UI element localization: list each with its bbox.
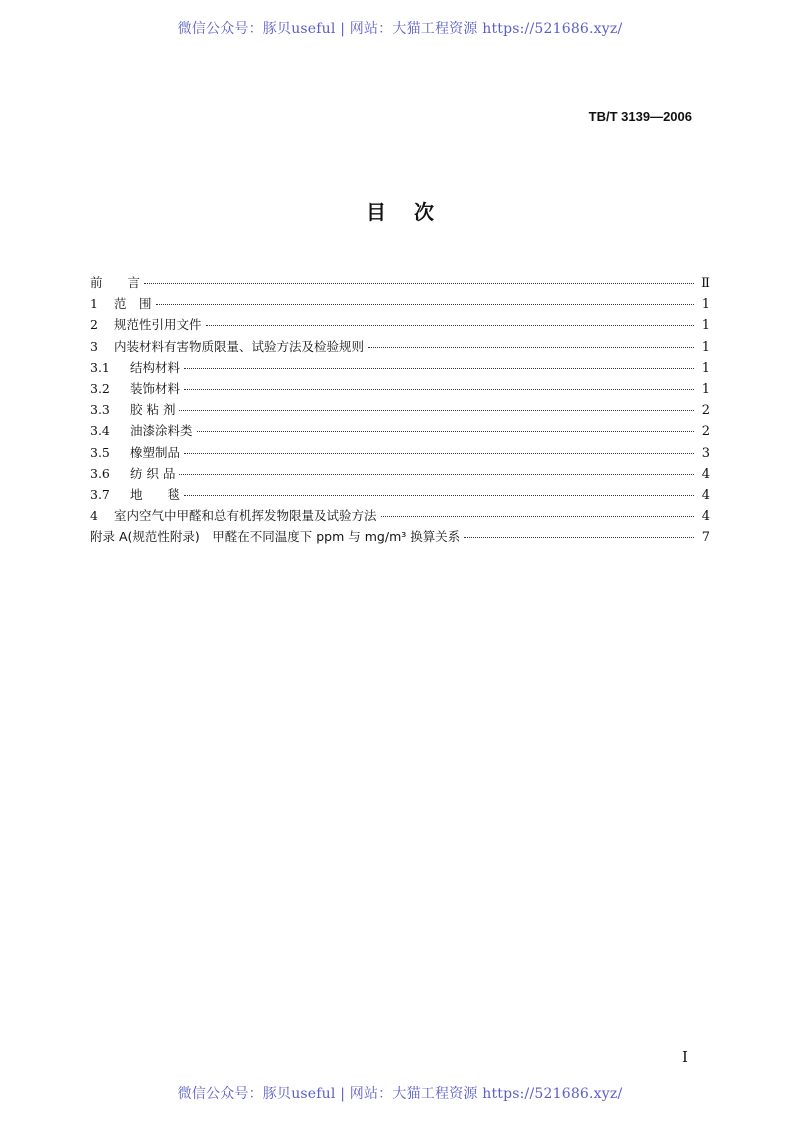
toc-entry[interactable] [90, 336, 710, 357]
toc-entry-text: 油漆涂料类 [130, 423, 193, 439]
toc-entry-label [90, 378, 180, 399]
toc-leader-dots [184, 494, 694, 496]
toc-entry-label [90, 399, 175, 420]
toc-entry-label [90, 484, 180, 505]
toc-entry-number: 3.2 [90, 380, 110, 396]
toc-entry-text: 纺 织 品 [130, 465, 176, 481]
toc-entry[interactable] [90, 484, 710, 505]
toc-entry[interactable] [90, 399, 710, 420]
toc-leader-dots [156, 303, 694, 305]
toc-title: 目次 [366, 200, 462, 224]
toc-entry-number: 3.3 [90, 402, 110, 418]
toc-entry-page: Ⅱ [701, 276, 710, 291]
toc-entry-label [90, 505, 377, 526]
toc-leader-dots [368, 346, 694, 348]
table-of-contents [90, 272, 710, 547]
toc-entry-text: 地 毯 [130, 486, 181, 502]
toc-leader-dots [179, 409, 694, 411]
toc-leader-dots [381, 515, 694, 517]
toc-entry-page: 4 [701, 466, 710, 482]
watermark-top: 微信公众号：豚贝useful | 网站：大猫工程资源 https://521686.xyz/ [177, 21, 623, 37]
toc-entry-label [90, 293, 152, 314]
toc-entry[interactable] [90, 357, 710, 378]
page-number: Ⅰ [682, 1048, 688, 1066]
toc-entry-text: 胶 粘 剂 [130, 402, 176, 418]
toc-leader-dots [197, 430, 694, 432]
toc-entry-page: 1 [701, 297, 710, 313]
toc-entry-text: 结构材料 [130, 359, 181, 375]
toc-entry-number: 3.7 [90, 486, 110, 502]
toc-entry[interactable] [90, 526, 710, 547]
toc-entry-label [90, 463, 175, 484]
toc-entry[interactable] [90, 272, 710, 293]
toc-leader-dots [179, 473, 694, 475]
toc-entry-label [90, 526, 460, 547]
toc-entry-number: 4 [90, 508, 98, 524]
watermark-bottom: 微信公众号：豚贝useful | 网站：大猫工程资源 https://521686.xyz/ [177, 1086, 623, 1102]
toc-entry-number: 3.1 [90, 359, 110, 375]
toc-leader-dots [184, 367, 694, 369]
toc-entry-number: 1 [90, 296, 98, 312]
toc-entry-page: 2 [701, 403, 710, 419]
toc-entry-text: 范 围 [114, 296, 152, 312]
toc-entry-page: 1 [701, 360, 710, 376]
document-code: TB/T 3139—2006 [588, 109, 692, 124]
toc-entry-page: 1 [701, 381, 710, 397]
toc-entry-label [90, 420, 193, 441]
toc-entry-text: 规范性引用文件 [114, 317, 202, 333]
toc-entry-page: 4 [701, 509, 710, 525]
toc-entry-number: 2 [90, 317, 98, 333]
toc-entry-text: 附录 A(规范性附录) 甲醛在不同温度下 ppm 与 mg/m³ 换算关系 [90, 529, 461, 545]
toc-entry-page: 1 [701, 318, 710, 334]
toc-entry-text: 室内空气中甲醛和总有机挥发物限量及试验方法 [114, 508, 377, 524]
toc-entry-label [90, 314, 202, 335]
toc-entry-number: 3.5 [90, 444, 110, 460]
toc-entry[interactable] [90, 505, 710, 526]
toc-entry-label [90, 357, 180, 378]
toc-entry-text: 装饰材料 [130, 380, 181, 396]
toc-entry-text: 前 言 [90, 275, 141, 290]
toc-leader-dots [144, 282, 694, 284]
toc-entry-number: 3.4 [90, 423, 110, 439]
toc-entry-number: 3.6 [90, 465, 110, 481]
toc-leader-dots [464, 536, 694, 538]
toc-entry-text: 内装材料有害物质限量、试验方法及检验规则 [114, 338, 365, 354]
toc-leader-dots [184, 452, 694, 454]
toc-entry-page: 1 [701, 339, 710, 355]
toc-entry[interactable] [90, 314, 710, 335]
toc-entry-page: 2 [701, 424, 710, 440]
toc-entry[interactable] [90, 378, 710, 399]
toc-entry-label [90, 442, 180, 463]
toc-entry-page: 3 [701, 445, 710, 461]
toc-entry-label [90, 272, 140, 293]
toc-entry-text: 橡塑制品 [130, 444, 181, 460]
toc-entry-label [90, 336, 364, 357]
toc-leader-dots [184, 388, 694, 390]
toc-entry[interactable] [90, 420, 710, 441]
toc-entry-page: 4 [701, 487, 710, 503]
toc-entry[interactable] [90, 442, 710, 463]
toc-entry[interactable] [90, 463, 710, 484]
toc-leader-dots [206, 324, 694, 326]
toc-entry[interactable] [90, 293, 710, 314]
toc-entry-page: 7 [701, 530, 710, 546]
toc-entry-number: 3 [90, 338, 98, 354]
